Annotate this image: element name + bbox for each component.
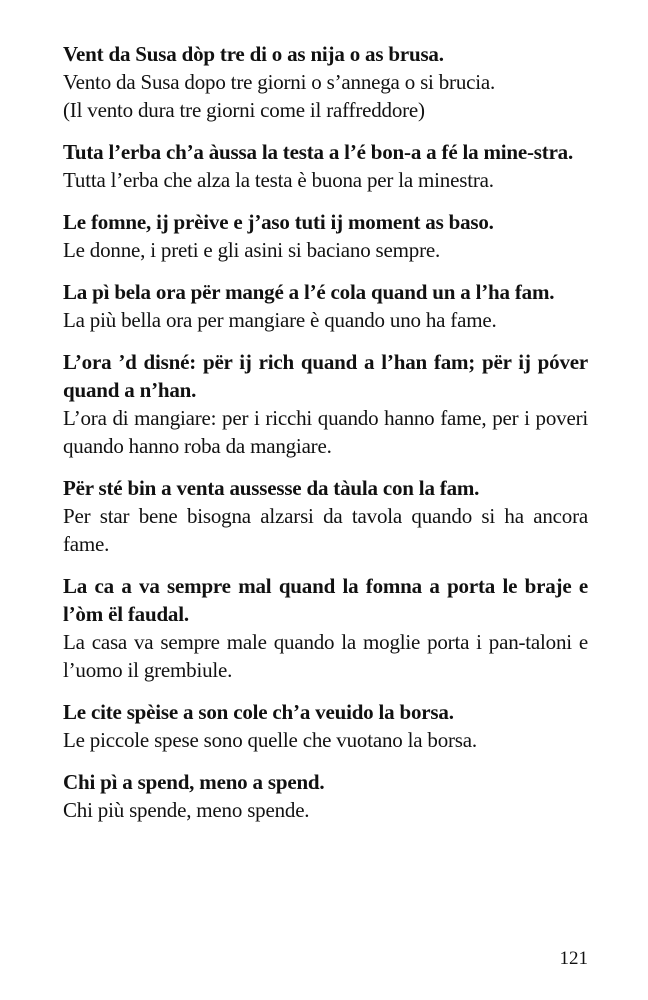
proverb-translation: Per star bene bisogna alzarsi da tavola quando si ha ancora fame. bbox=[63, 504, 588, 556]
proverb-translation: Tutta l’erba che alza la testa è buona per la minestra. bbox=[63, 168, 494, 192]
proverb-translation: L’ora di mangiare: per i ricchi quando hanno fame, per i poveri quando hanno roba da mangiare. bbox=[63, 406, 588, 458]
proverb-translation: Vento da Susa dopo tre giorni o s’annega o si brucia. bbox=[63, 70, 496, 94]
proverb-dialect: Vent da Susa dòp tre di o as nija o as brusa. bbox=[63, 42, 444, 66]
proverb-translation: La casa va sempre male quando la moglie porta i pan-taloni e l’uomo il grembiule. bbox=[63, 630, 588, 682]
page-number: 121 bbox=[559, 948, 588, 969]
proverb-dialect: La ca a va sempre mal quand la fomna a porta le braje e l’òm ël faudal. bbox=[63, 574, 588, 626]
proverb-translation: Le piccole spese sono quelle che vuotano la borsa. bbox=[63, 728, 477, 752]
proverb-entry bbox=[63, 474, 588, 558]
proverb-dialect: Le fomne, ij prèive e j’aso tuti ij moment as baso. bbox=[63, 210, 494, 234]
proverb-translation: La più bella ora per mangiare è quando uno ha fame. bbox=[63, 308, 497, 332]
proverb-page bbox=[63, 40, 588, 838]
proverb-entry bbox=[63, 278, 588, 334]
proverb-dialect: L’ora ’d disné: për ij rich quand a l’han fam; për ij póver quand a n’han. bbox=[63, 350, 588, 402]
proverb-dialect: Për sté bin a venta aussesse da tàula con la fam. bbox=[63, 476, 480, 500]
proverb-translation: Chi più spende, meno spende. bbox=[63, 798, 310, 822]
proverb-dialect: Chi pì a spend, meno a spend. bbox=[63, 770, 325, 794]
proverb-translation: Le donne, i preti e gli asini si baciano sempre. bbox=[63, 238, 441, 262]
proverb-dialect: Le cite spèise a son cole ch’a veuido la borsa. bbox=[63, 700, 454, 724]
proverb-entry bbox=[63, 40, 588, 124]
proverb-entry bbox=[63, 698, 588, 754]
proverb-dialect: La pì bela ora për mangé a l’é cola quand un a l’ha fam. bbox=[63, 280, 555, 304]
proverb-entry bbox=[63, 572, 588, 684]
proverb-entry bbox=[63, 768, 588, 824]
proverb-note: (Il vento dura tre giorni come il raffreddore) bbox=[63, 98, 425, 122]
proverb-entry bbox=[63, 208, 588, 264]
proverb-dialect: Tuta l’erba ch’a àussa la testa a l’é bon-a a fé la mine-stra. bbox=[63, 140, 574, 164]
proverb-entry bbox=[63, 348, 588, 460]
proverb-entry bbox=[63, 138, 588, 194]
